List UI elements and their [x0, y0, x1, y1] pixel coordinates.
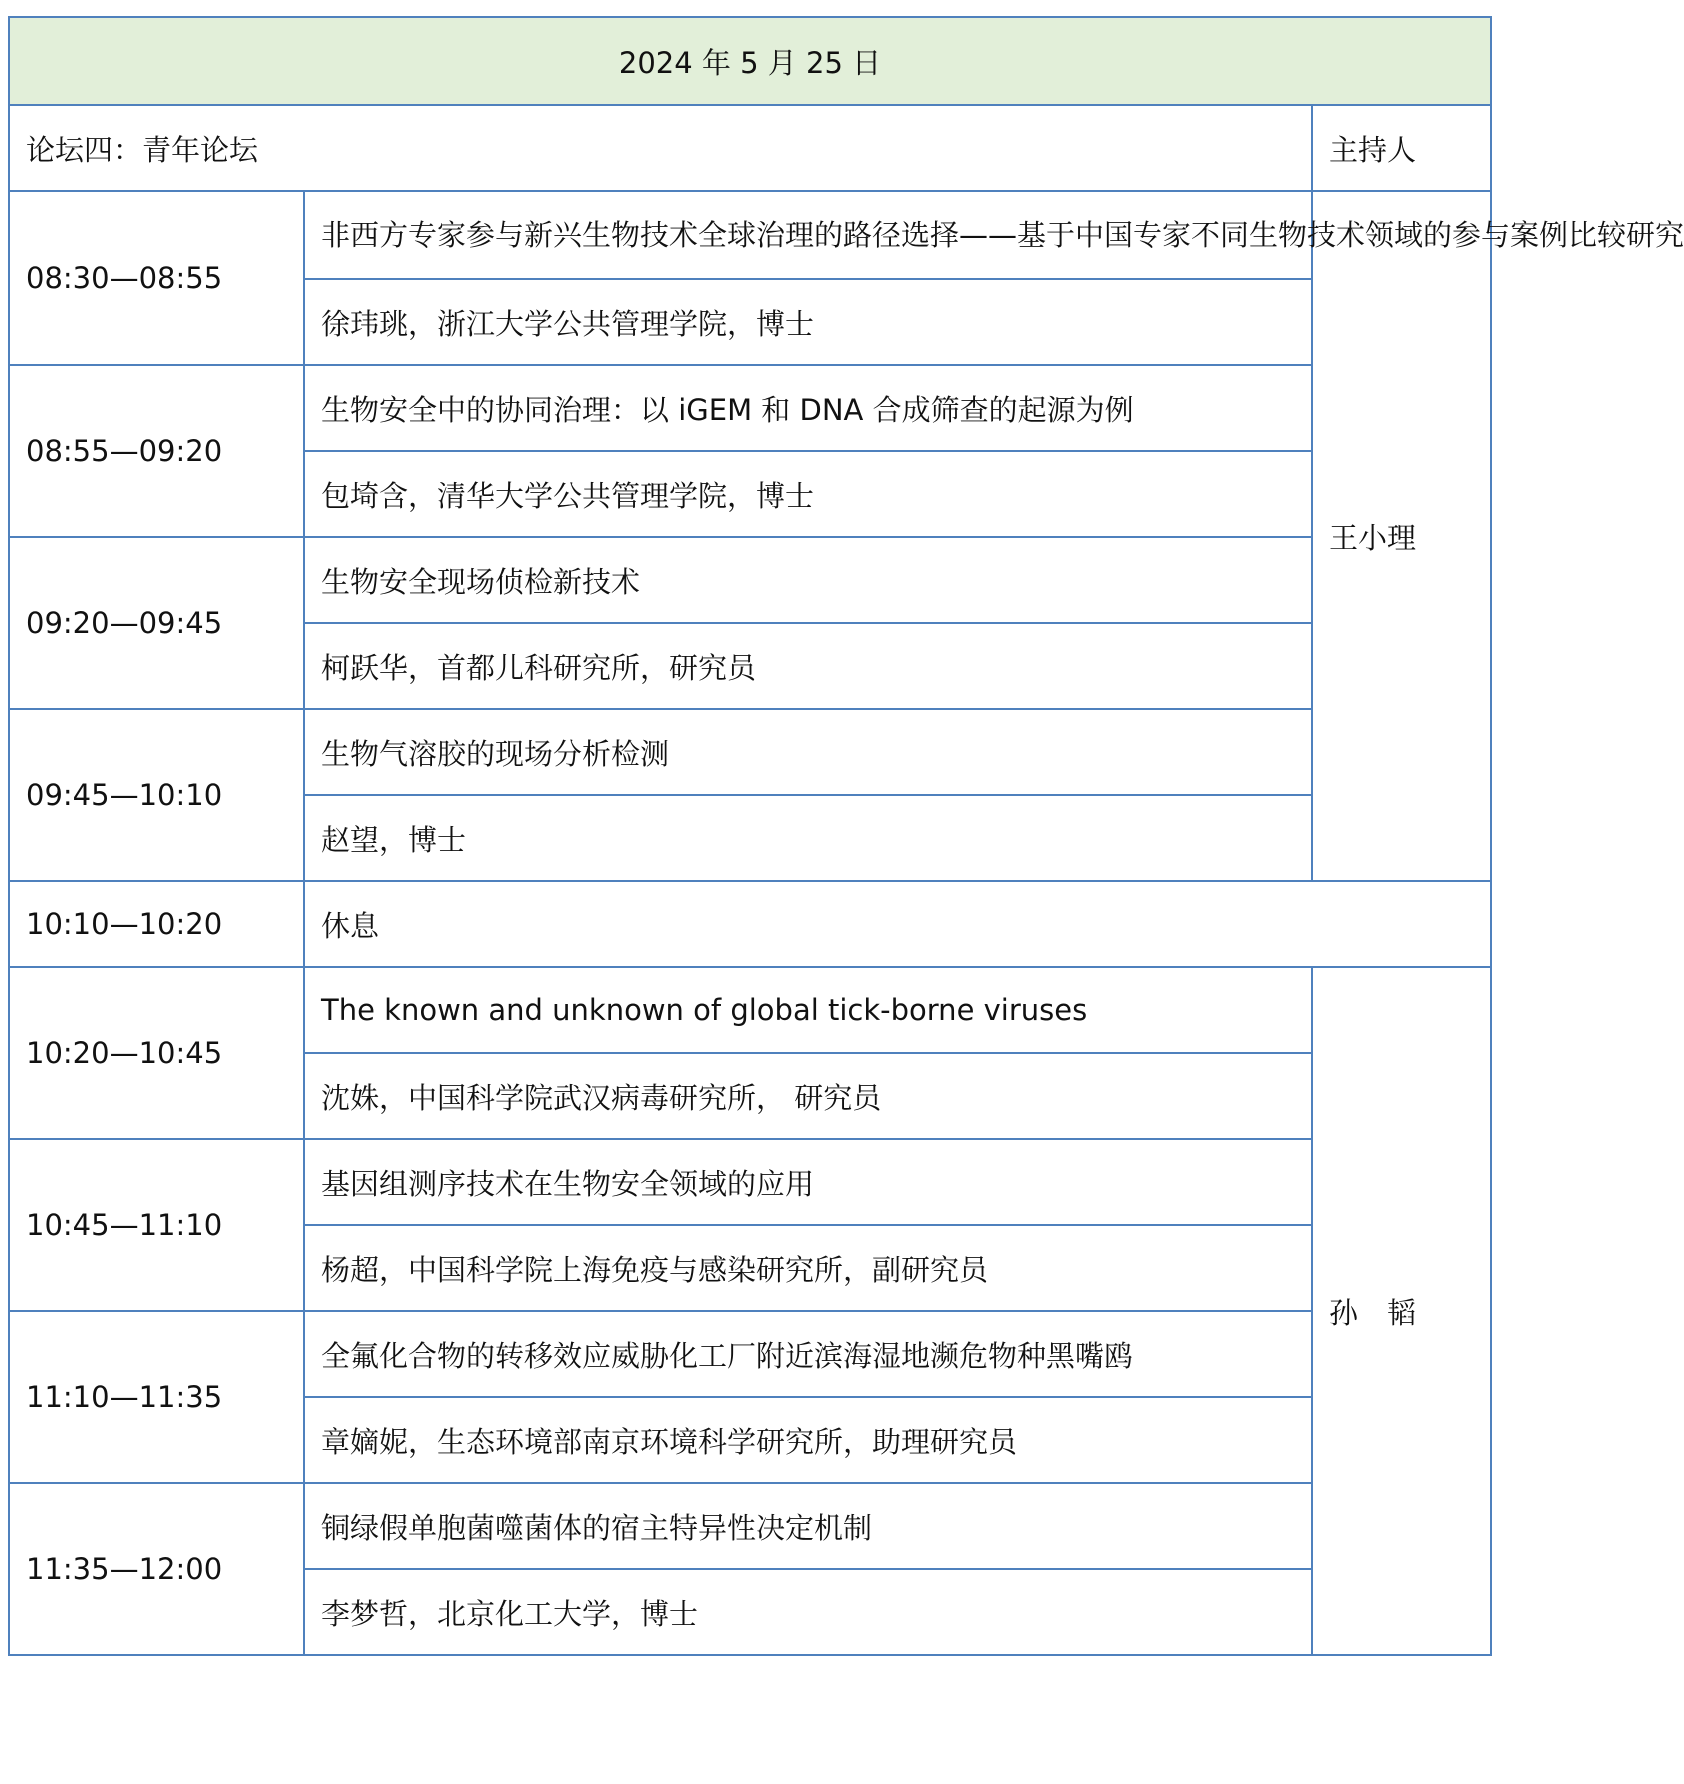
session-time: 11:10—11:35: [9, 1311, 304, 1483]
session-speaker: 赵望，博士: [304, 795, 1312, 881]
session-row: [9, 191, 1491, 279]
session-speaker: 柯跃华，首都儿科研究所，研究员: [304, 623, 1312, 709]
session-row: [9, 1139, 1491, 1225]
agenda-table: [8, 16, 1684, 1656]
session-title: 生物气溶胶的现场分析检测: [304, 709, 1312, 795]
date-header: 2024 年 5 月 25 日: [9, 17, 1491, 105]
session-title: 基因组测序技术在生物安全领域的应用: [304, 1139, 1312, 1225]
session-time: 10:20—10:45: [9, 967, 304, 1139]
session-time: 09:45—10:10: [9, 709, 304, 881]
agenda-sheet: [8, 16, 1684, 1656]
session-speaker: 李梦哲，北京化工大学，博士: [304, 1569, 1312, 1655]
session-title: 全氟化合物的转移效应威胁化工厂附近滨海湿地濒危物种黑嘴鸥: [304, 1311, 1312, 1397]
host-name: 王小理: [1312, 191, 1491, 881]
session-speaker: 徐玮珧，浙江大学公共管理学院，博士: [304, 279, 1312, 365]
session-row: [9, 1483, 1491, 1569]
session-time: 09:20—09:45: [9, 537, 304, 709]
session-time: 08:30—08:55: [9, 191, 304, 365]
forum-title: 论坛四：青年论坛: [9, 105, 1312, 191]
host-column-header: 主持人: [1312, 105, 1491, 191]
session-speaker: 章嫡妮，生态环境部南京环境科学研究所，助理研究员: [304, 1397, 1312, 1483]
session-title: 铜绿假单胞菌噬菌体的宿主特异性决定机制: [304, 1483, 1312, 1569]
session-speaker: 沈姝，中国科学院武汉病毒研究所， 研究员: [304, 1053, 1312, 1139]
session-row: [9, 967, 1491, 1053]
break-row: [9, 881, 1491, 967]
host-name: 孙 韬: [1312, 967, 1491, 1655]
session-speaker: 杨超，中国科学院上海免疫与感染研究所，副研究员: [304, 1225, 1312, 1311]
session-title: 非西方专家参与新兴生物技术全球治理的路径选择——基于中国专家不同生物技术领域的参与案例比较研究: [304, 191, 1312, 279]
session-title: The known and unknown of global tick-borne viruses: [304, 967, 1312, 1053]
session-title: 生物安全现场侦检新技术: [304, 537, 1312, 623]
session-row: [9, 365, 1491, 451]
session-row: [9, 1311, 1491, 1397]
session-time: 08:55—09:20: [9, 365, 304, 537]
session-time: 11:35—12:00: [9, 1483, 304, 1655]
break-label: 休息: [304, 881, 1491, 967]
date-row: [9, 17, 1491, 105]
session-row: [9, 709, 1491, 795]
session-time: 10:45—11:10: [9, 1139, 304, 1311]
session-row: [9, 537, 1491, 623]
session-speaker: 包埼含，清华大学公共管理学院，博士: [304, 451, 1312, 537]
break-time: 10:10—10:20: [9, 881, 304, 967]
session-title: 生物安全中的协同治理：以 iGEM 和 DNA 合成筛查的起源为例: [304, 365, 1312, 451]
forum-row: [9, 105, 1491, 191]
